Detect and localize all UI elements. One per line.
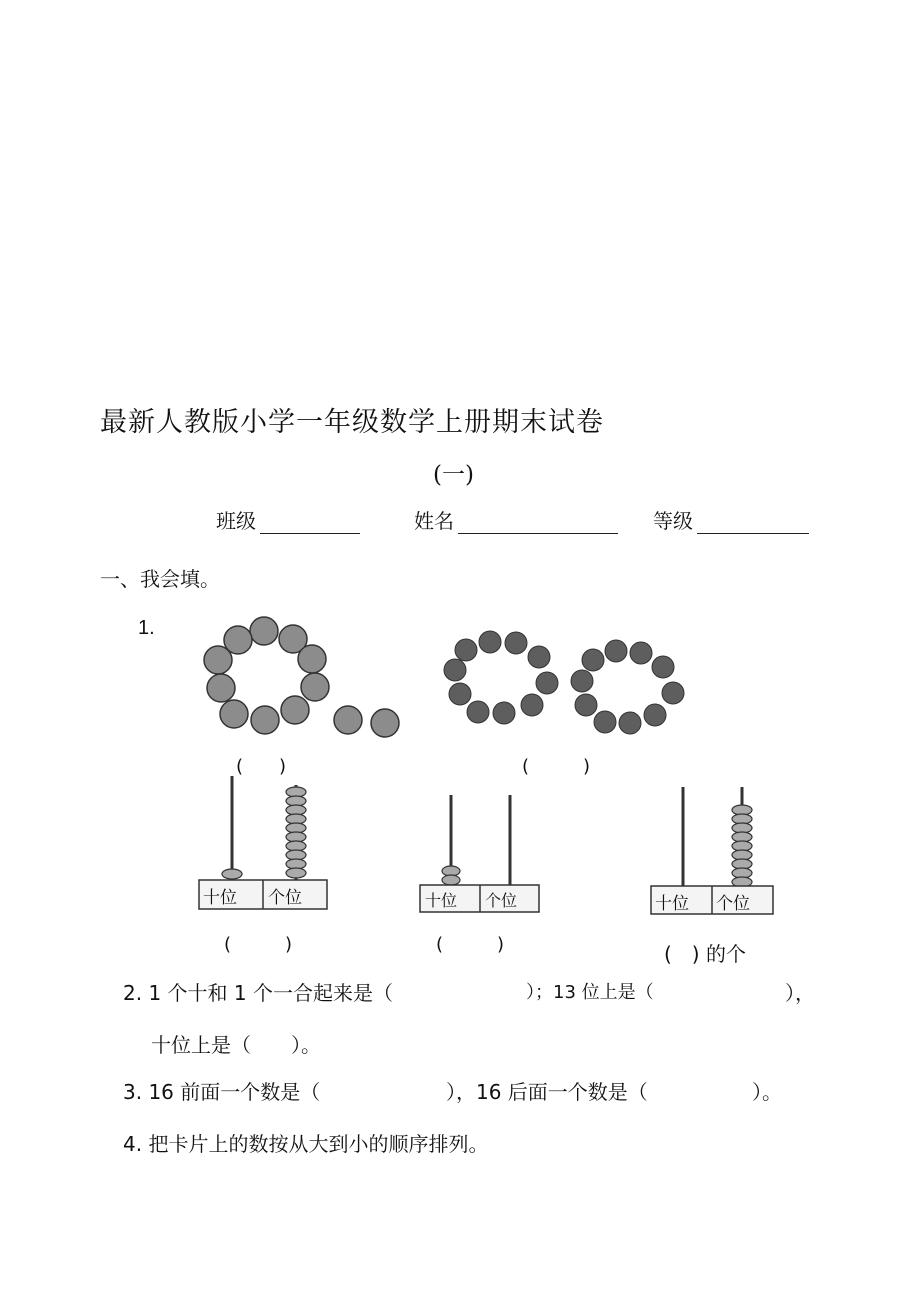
q1-answer-blank-1[interactable]: ( ) [236, 756, 287, 777]
abacus1-ones-label: 个位 [268, 888, 302, 908]
q3-part-c: ）。 [752, 1080, 782, 1104]
q3-part-b: ），16 后面一个数是（ [446, 1080, 648, 1104]
q3-part-a: 3. 16 前面一个数是（ [123, 1080, 321, 1104]
class-label: 班级 [216, 509, 256, 533]
q1-answer-blank-4[interactable]: ( ) [436, 934, 505, 955]
q2-line2: 十位上是（ ）。 [151, 1033, 321, 1057]
q1-trailing-text: 的个 [705, 942, 746, 966]
section-heading: 一、我会填。 [100, 567, 220, 591]
q1-answer-blank-5-row [664, 938, 746, 967]
grade-label: 等级 [653, 509, 693, 533]
q1-answer-blank-2[interactable]: ( ) [522, 756, 591, 777]
q2-line1-a: 2. 1 个十和 1 个一合起来是（ [123, 981, 393, 1005]
abacus3-ones-label: 个位 [716, 894, 750, 914]
exam-title: 最新人教版小学一年级数学上册期末试卷 [100, 407, 604, 438]
name-label: 姓名 [414, 509, 454, 533]
q2-line1-c: ）， [785, 981, 815, 1005]
q2-line1-b: ）；13 位上是（ [526, 982, 654, 1003]
q4-text: 4. 把卡片上的数按从大到小的顺序排列。 [123, 1132, 489, 1156]
q1-answer-blank-5[interactable]: ( ) [664, 942, 700, 966]
exam-subtitle: (一) [433, 462, 474, 488]
abacus3-tens-label: 十位 [655, 894, 689, 914]
q1-number: 1. [138, 617, 155, 639]
abacus1-tens-label: 十位 [203, 888, 237, 908]
q1-answer-blank-3[interactable]: ( ) [224, 934, 293, 955]
abacus2-ones-label: 个位 [485, 891, 518, 910]
abacus2-tens-label: 十位 [425, 891, 458, 910]
